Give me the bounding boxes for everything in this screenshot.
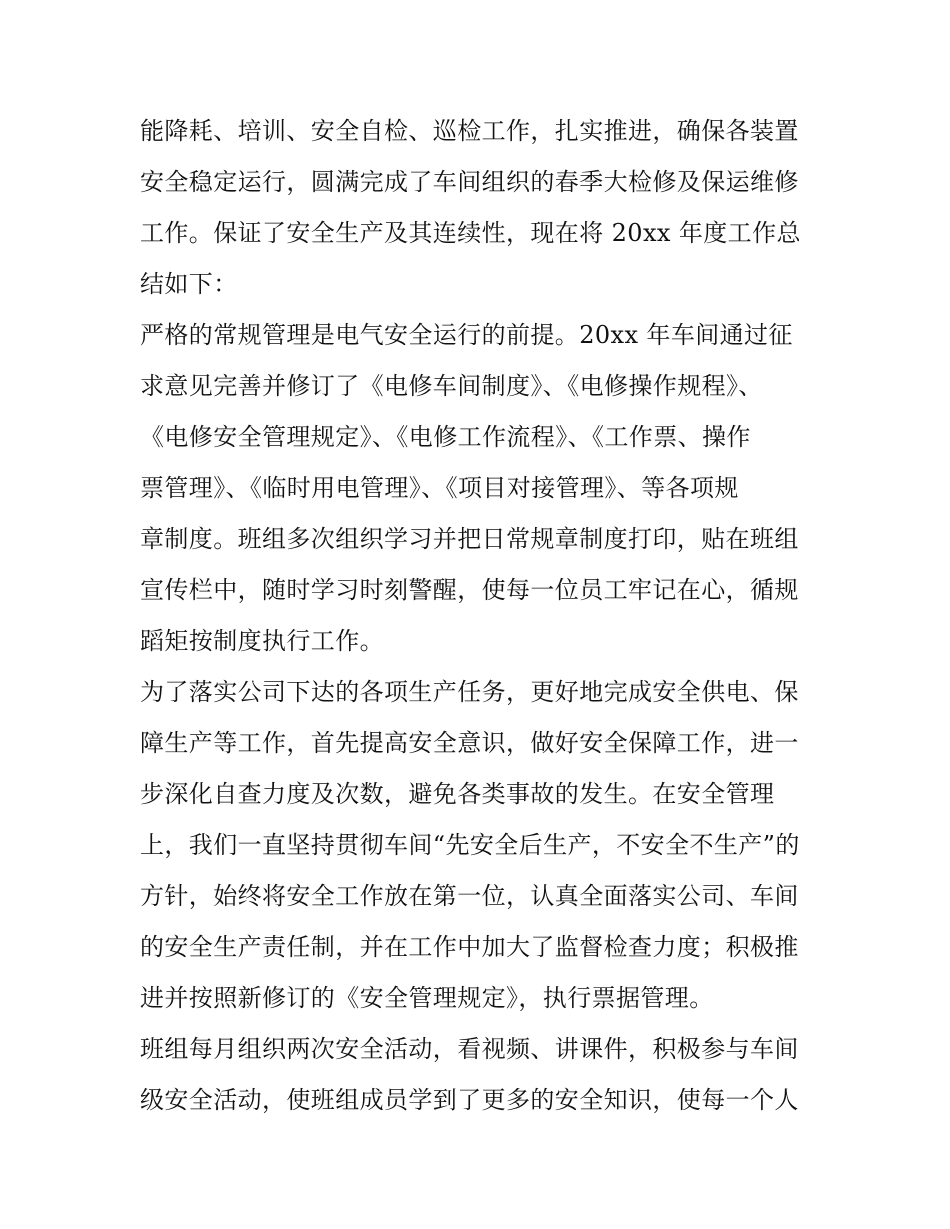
paragraph-2 xyxy=(140,310,820,667)
text-line: 步深化自查力度及次数，避免各类事故的发生。在安全管理 xyxy=(140,780,775,808)
text-line: 的安全生产责任制，并在工作中加大了监督检查力度；积极推 xyxy=(140,933,799,961)
text-line: 票管理》、《临时用电管理》、《项目对接管理》、等各项规 xyxy=(140,474,739,502)
text-line: 章制度。班组多次组织学习并把日常规章制度打印，贴在班组 xyxy=(140,525,799,553)
text-line: 进并按照新修订的《安全管理规定》，执行票据管理。 xyxy=(140,984,714,1012)
text-line: 为了落实公司下达的各项生产任务，更好地完成安全供电、保 xyxy=(140,678,799,706)
text-line: 班组每月组织两次安全活动，看视频、讲课件，积极参与车间 xyxy=(140,1035,799,1063)
text-line: 级安全活动，使班组成员学到了更多的安全知识，使每一个人 xyxy=(140,1086,799,1114)
text-line: 上，我们一直坚持贯彻车间“先安全后生产，不安全不生产”的 xyxy=(140,831,800,859)
text-line: 蹈矩按制度执行工作。 xyxy=(140,627,384,655)
text-line: 严格的常规管理是电气安全运行的前提。20xx 年车间通过征 xyxy=(140,321,793,349)
text-line: 求意见完善并修订了《电修车间制度》、《电修操作规程》、 xyxy=(140,372,763,400)
text-line: 结如下： xyxy=(140,270,238,298)
paragraph-1 xyxy=(140,106,820,310)
paragraph-3 xyxy=(140,667,820,1024)
text-line: 工作。保证了安全生产及其连续性，现在将 20xx 年度工作总 xyxy=(140,219,801,247)
paragraph-4 xyxy=(140,1024,820,1126)
text-line: 宣传栏中，随时学习时刻警醒，使每一位员工牢记在心，循规 xyxy=(140,576,799,604)
text-line: 能降耗、培训、安全自检、巡检工作，扎实推进，确保各装置 xyxy=(140,117,799,145)
text-line: 《电修安全管理规定》、《电修工作流程》、《工作票、操作 xyxy=(140,423,751,451)
document-body xyxy=(140,106,820,1126)
text-line: 障生产等工作，首先提高安全意识，做好安全保障工作，进一 xyxy=(140,729,799,757)
text-line: 方针，始终将安全工作放在第一位，认真全面落实公司、车间 xyxy=(140,882,799,910)
text-line: 安全稳定运行，圆满完成了车间组织的春季大检修及保运维修 xyxy=(140,168,799,196)
